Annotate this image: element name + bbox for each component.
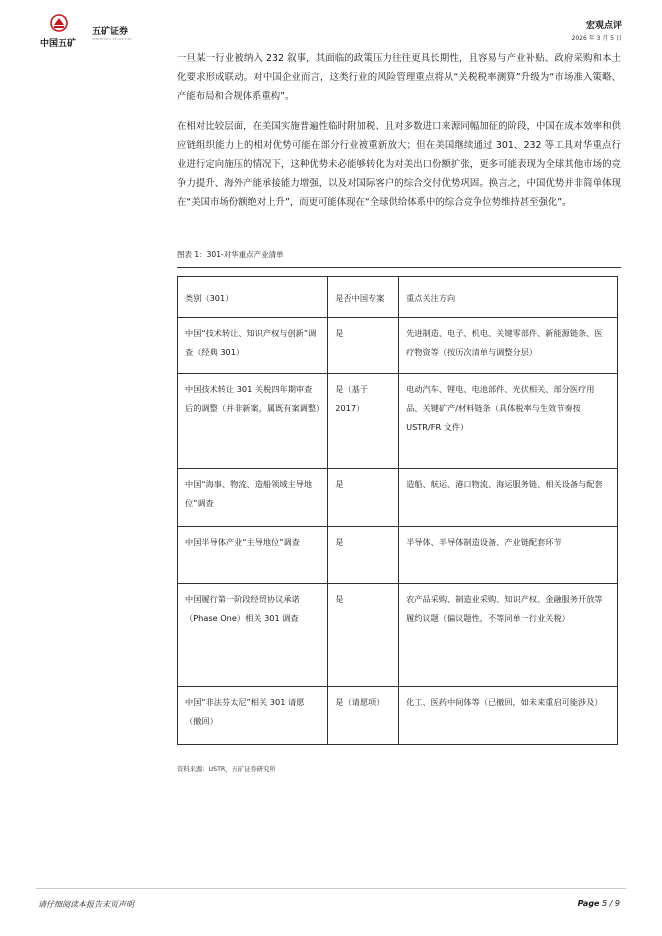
cell-category: 中国半导体产业“主导地位”调查 <box>178 527 328 584</box>
cell-china-specific: 是 <box>328 527 399 584</box>
cell-china-specific: 是（基于 2017） <box>328 374 399 469</box>
cell-focus: 先进制造、电子、机电、关键零部件、新能源链条、医疗物资等（按历次清单与调整分层） <box>399 318 618 374</box>
table-row <box>178 687 618 745</box>
table-row <box>178 374 618 469</box>
cell-category: 中国技术转让 301 关税四年期审查后的调整（并非新案，属既有案调整） <box>178 374 328 469</box>
cell-china-specific: 是（请愿项） <box>328 687 399 745</box>
table-header-row <box>178 277 618 318</box>
cell-focus: 电动汽车、锂电、电池部件、光伏相关、部分医疗用品、关键矿产/材料链条（具体税率与生效节奏按 USTR/FR 文件） <box>399 374 618 469</box>
securities-logo <box>92 24 132 41</box>
cell-china-specific: 是 <box>328 584 399 687</box>
table-row <box>178 318 618 374</box>
logo-secondary-en-text: MINMETALS SECURITIES <box>92 37 132 41</box>
cell-category: 中国“技术转让、知识产权与创新”调查（经典 301） <box>178 318 328 374</box>
figure-source: 资料来源：USTR，五矿证券研究所 <box>177 766 276 773</box>
minmetals-emblem-icon <box>50 14 68 32</box>
cell-focus: 农产品采购、制造业采购、知识产权、金融服务开放等履约议题（偏议题性，不等同单一行业关税） <box>399 584 618 687</box>
column-header-china-specific: 是否中国专案 <box>328 277 399 318</box>
page-label: Page <box>577 899 600 908</box>
cell-category: 中国“海事、物流、造船领域主导地位”调查 <box>178 469 328 527</box>
industry-list-table <box>177 276 618 745</box>
cell-category: 中国“非法芬太尼”相关 301 请愿（撤回） <box>178 687 328 745</box>
footer-disclaimer: 请仔细阅读本报告末页声明 <box>38 900 134 909</box>
table-row <box>178 469 618 527</box>
figure-title: 图表 1：301-对华重点产业清单 <box>177 250 284 259</box>
cell-focus: 半导体、半导体制造设备、产业链配套环节 <box>399 527 618 584</box>
page-indicator <box>578 899 620 908</box>
column-header-category: 类别（301） <box>178 277 328 318</box>
page-current: 5 <box>602 899 608 908</box>
table-row <box>178 584 618 687</box>
figure-divider <box>177 267 621 268</box>
cell-china-specific: 是 <box>328 469 399 527</box>
cell-china-specific: 是 <box>328 318 399 374</box>
cell-focus: 造船、航运、港口物流、海运服务链、相关设备与配套 <box>399 469 618 527</box>
cell-focus: 化工、医药中间体等（已撤回，如未来重启可能涉及） <box>399 687 618 745</box>
paragraph-2: 在相对比较层面，在美国实施普遍性临时附加税、且对多数进口来源同幅加征的阶段，中国在成本效率和供应链组织能力上的相对优势可能在部分行业被重新放大；但在美国继续通过 301、232 等工具对华重点行业进行定向施压的情况下，这种优势未必能够转化为对美出口份额扩张，更多可能表现为全球其他市场的竞争力提升、海外产能承接能力增强，以及对国际客户的综合交付优势巩固。换言之，中国优势并非简单体现在“美国市场份额绝对上升”，而更可能体现在“全球供给体系中的综合竞争位势维持甚至强化”。 <box>177 121 621 208</box>
cell-category: 中国履行第一阶段经贸协议承诺（Phase One）相关 301 调查 <box>178 584 328 687</box>
logo-secondary-text: 五矿证券 <box>92 27 129 37</box>
paragraph-1: 一旦某一行业被纳入 232 叙事，其面临的政策压力往往更具长期性，且容易与产业补贴、政府采购和本土化要求形成联动。对中国企业而言，这类行业的风险管理重点将从“关税税率测算”升级为“市场准入策略、产能布局和合规体系重构”。 <box>177 53 621 102</box>
column-header-focus: 重点关注方向 <box>399 277 618 318</box>
minmetals-logo <box>40 14 77 49</box>
document-type: 宏观点评 <box>585 21 622 31</box>
logo-primary-text: 中国五矿 <box>40 39 77 49</box>
document-date: 2026 年 3 月 5 日 <box>571 35 622 42</box>
page-total: / 9 <box>609 899 620 908</box>
table-row <box>178 527 618 584</box>
footer-divider <box>36 888 626 889</box>
